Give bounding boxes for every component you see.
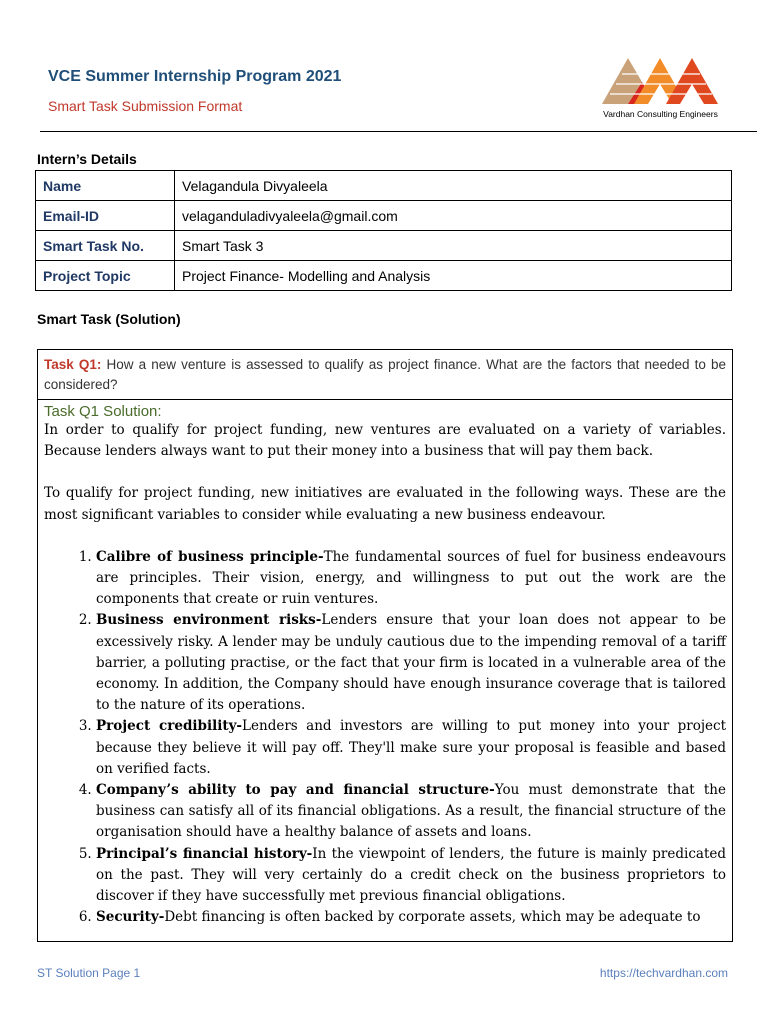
table-row xyxy=(36,231,732,261)
header-divider xyxy=(40,131,757,132)
task-label: Task Q1: xyxy=(44,357,102,372)
factor-title: Calibre of business principle- xyxy=(96,548,324,565)
factor-title: Principal’s financial history- xyxy=(96,845,313,862)
table-row xyxy=(36,261,732,291)
smart-task-solution-heading: Smart Task (Solution) xyxy=(37,311,181,327)
answer-paragraph: To qualify for project funding, new initiatives are evaluated in the following ways. These are the most significant variables to consider while evaluating a new business endeavour. xyxy=(44,485,726,523)
list-item xyxy=(96,907,726,928)
factor-text: Lenders ensure that your loan does not appear to be excessively risky. A lender may be unduly cautious due to the impending removal of a tariff barrier, a polluting practise, or the fact that your firm is located in a vulnerable area of the economy. In addition, the Company should have enough insurance coverage that is tailored to the nature of its operations. xyxy=(96,612,726,714)
factor-title: Business environment risks- xyxy=(96,612,322,629)
solution-answer xyxy=(38,420,732,928)
solution-label: Task Q1 Solution: xyxy=(44,403,162,420)
email-label: Email-ID xyxy=(36,201,175,231)
interns-details-heading: Intern’s Details xyxy=(37,151,137,167)
factor-text: In the viewpoint of lenders, the future is mainly predicated on the past. They will very certainly do a credit check on the business proprietors to discover if they have successfully met previous financial obligations. xyxy=(96,845,726,905)
smart-task-no-label: Smart Task No. xyxy=(36,231,175,261)
footer-page-label: ST Solution Page 1 xyxy=(37,966,141,980)
table-row xyxy=(36,201,732,231)
answer-paragraph: In order to qualify for project funding, new ventures are evaluated on a variety of variables. Because lenders always want to put their money into a business that will pay them back. xyxy=(44,422,726,460)
task-question-text: How a new venture is assessed to qualify as project finance. What are the factors that needed to be considered? xyxy=(44,357,726,392)
list-item xyxy=(96,844,726,908)
email-value: velaganduladivyaleela@gmail.com xyxy=(175,201,732,231)
solution-box xyxy=(37,349,733,942)
project-topic-label: Project Topic xyxy=(36,261,175,291)
factor-title: Security- xyxy=(96,909,165,926)
factor-text: The fundamental sources of fuel for business endeavours are principles. Their vision, energy, and willingness to put out the work are the components that create or ruin ventures. xyxy=(96,548,726,608)
list-item xyxy=(96,780,726,844)
factor-title: Company’s ability to pay and financial structure- xyxy=(96,782,495,799)
format-subtitle: Smart Task Submission Format xyxy=(48,98,243,114)
program-title: VCE Summer Internship Program 2021 xyxy=(48,68,342,85)
footer-website-link[interactable]: https://techvardhan.com xyxy=(599,966,728,980)
factor-text: You must demonstrate that the business can satisfy all of its financial obligations. As a result, the financial structure of the organisation should have a healthy balance of assets and loans. xyxy=(96,782,726,841)
list-item xyxy=(96,547,726,611)
factor-text: Lenders and investors are willing to put money into your project because they believe it will pay off. They'll make sure your proposal is feasible and based on verified facts. xyxy=(96,718,726,777)
table-row xyxy=(36,171,732,201)
list-item xyxy=(96,610,726,716)
list-item xyxy=(96,716,726,780)
factor-text: Debt financing is often backed by corporate assets, which may be adequate to xyxy=(164,909,701,926)
name-label: Name xyxy=(36,171,175,201)
project-topic-value: Project Finance- Modelling and Analysis xyxy=(175,261,732,291)
factor-title: Project credibility- xyxy=(96,718,243,735)
factors-list xyxy=(44,547,726,929)
interns-details-table xyxy=(35,170,732,291)
smart-task-no-value: Smart Task 3 xyxy=(175,231,732,261)
logo-caption: Vardhan Consulting Engineers xyxy=(603,109,718,119)
task-question xyxy=(38,350,732,400)
name-value: Velagandula Divyaleela xyxy=(175,171,732,201)
